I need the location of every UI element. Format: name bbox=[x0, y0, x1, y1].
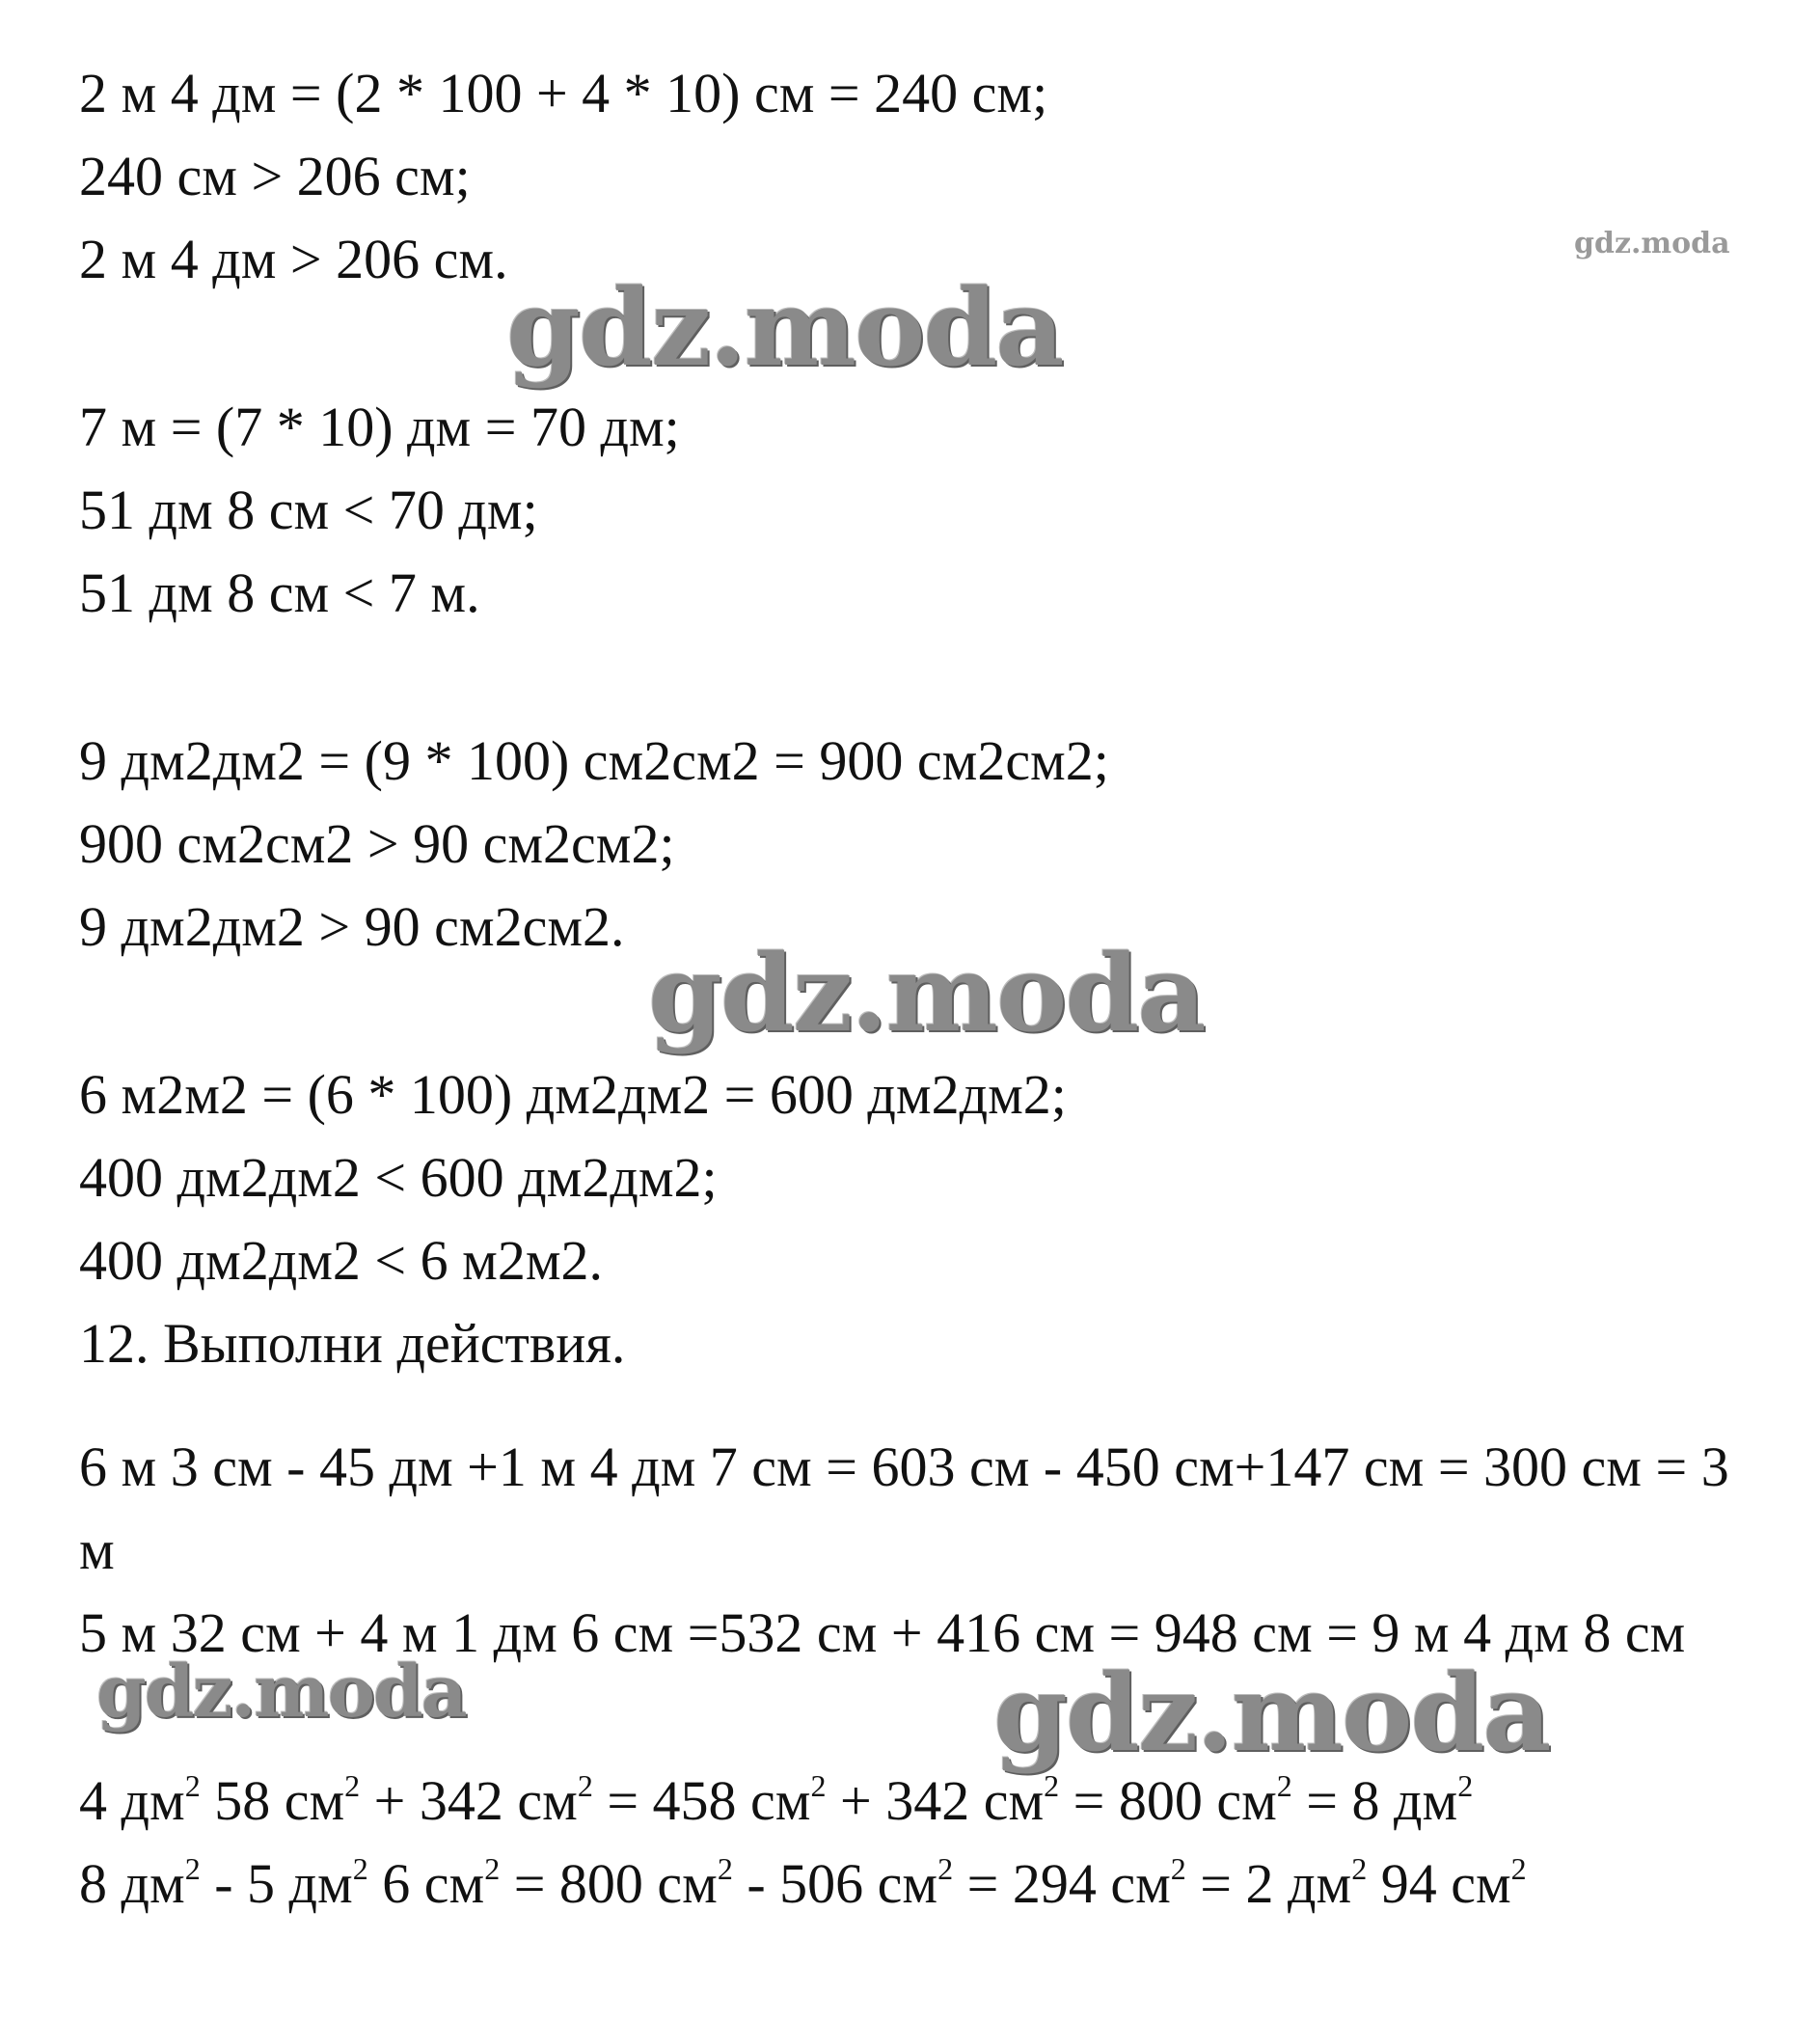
text-line-4: 7 м = (7 * 10) дм = 70 дм; bbox=[79, 396, 680, 458]
text-line-14: 6 м 3 см - 45 дм +1 м 4 дм 7 см = 603 см - 450 см+147 см = 300 см = 3 bbox=[79, 1435, 1729, 1498]
text-line-9: 9 дм2дм2 > 90 см2см2. bbox=[79, 895, 625, 958]
watermark-large-1: gdz.moda bbox=[506, 265, 1063, 390]
text-line-8: 900 см2см2 > 90 см2см2; bbox=[79, 812, 675, 875]
text-line-6: 51 дм 8 см < 7 м. bbox=[79, 561, 480, 624]
watermark-small: gdz.moda bbox=[1574, 227, 1730, 260]
watermark-large-3: gdz.moda bbox=[993, 1651, 1550, 1775]
text-line-1: 2 м 4 дм = (2 * 100 + 4 * 10) см = 240 см; bbox=[79, 62, 1048, 124]
text-line-16: 5 м 32 см + 4 м 1 дм 6 см =532 см + 416 см = 948 см = 9 м 4 дм 8 см bbox=[79, 1601, 1686, 1664]
text-line-17: 4 $дм^2$ 58 $см^2 + 342$ $см^2 = 458$ $см^2 + 342$ $см^2 = 800$ $см^2 = 8$ $дм^2$ bbox=[79, 1767, 1474, 1832]
task-heading: 12. Выполни действия. bbox=[79, 1312, 626, 1375]
text-line-18: 8 $дм^2 - 5$ $дм^2$ 6 $см^2 = 800$ $см^2 - 506$ $см^2 = 294$ $см^2 = 2$ $дм^2$ 94 $см^2$ bbox=[79, 1850, 1527, 1915]
text-line-2: 240 см > 206 см; bbox=[79, 145, 471, 207]
text-line-12: 400 дм2дм2 < 6 м2м2. bbox=[79, 1229, 604, 1292]
text-line-5: 51 дм 8 см < 70 дм; bbox=[79, 478, 538, 541]
text-line-3: 2 м 4 дм > 206 см. bbox=[79, 228, 508, 290]
watermark-large-2: gdz.moda bbox=[648, 931, 1205, 1055]
text-line-10: 6 м2м2 = (6 * 100) дм2дм2 = 600 дм2дм2; bbox=[79, 1063, 1067, 1126]
text-line-11: 400 дм2дм2 < 600 дм2дм2; bbox=[79, 1146, 718, 1209]
text-line-15: м bbox=[79, 1518, 115, 1581]
text-line-7: 9 дм2дм2 = (9 * 100) см2см2 = 900 см2см2; bbox=[79, 729, 1109, 792]
watermark-medium: gdz.moda bbox=[96, 1651, 466, 1734]
